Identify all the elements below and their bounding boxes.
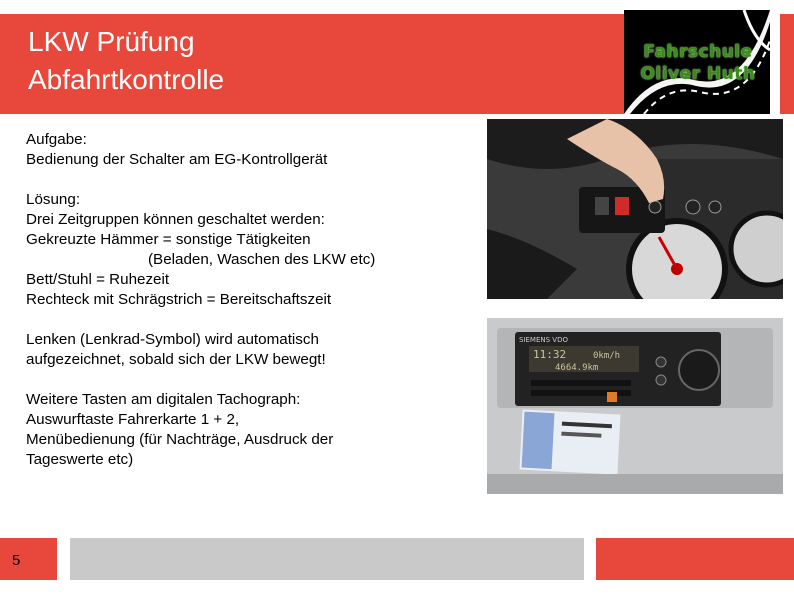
logo [624, 10, 770, 114]
tacho-speed: 0km/h [593, 351, 621, 361]
footer-accent-right [596, 538, 794, 580]
photo-digital-tachograph [487, 318, 783, 494]
solution-line: Rechteck mit Schrägstrich = Bereitschaftszeit [26, 291, 332, 308]
solution-line: (Beladen, Waschen des LKW etc) [148, 251, 376, 268]
logo-line1: Fahrschule [643, 42, 753, 62]
header-accent [780, 14, 794, 114]
solution-line: Drei Zeitgruppen können geschaltet werden: [26, 211, 325, 228]
task-text: Bedienung der Schalter am EG-Kontrollgerät [26, 151, 328, 168]
road-graphic [624, 10, 770, 114]
slide-title-line1: LKW Prüfung [28, 26, 195, 57]
slide-content [26, 130, 466, 470]
steering-line: Lenken (Lenkrad-Symbol) wird automatisch [26, 331, 319, 348]
digital-line: Weitere Tasten am digitalen Tachograph: [26, 391, 301, 408]
task-label: Aufgabe: [26, 131, 87, 148]
footer-bar [70, 538, 584, 580]
header-bar [0, 14, 624, 114]
slide-title-line2: Abfahrtkontrolle [28, 64, 225, 95]
solution-label: Lösung: [26, 191, 81, 208]
solution-line: Gekreuzte Hämmer = sonstige Tätigkeiten [26, 231, 311, 248]
steering-line: aufgezeichnet, sobald sich der LKW bewegt! [26, 351, 326, 368]
tacho-odometer: 4664.9km [555, 363, 599, 373]
digital-line: Auswurftaste Fahrerkarte 1 + 2, [26, 411, 240, 428]
solution-line: Bett/Stuhl = Ruhezeit [26, 271, 170, 288]
photo-analog-tachograph [487, 119, 783, 299]
digital-line: Tageswerte etc) [26, 451, 134, 468]
page-number: 5 [12, 552, 21, 569]
tacho-time: 11:32 [533, 348, 567, 361]
footer-accent-left [0, 538, 57, 580]
tacho-brand: SIEMENS VDO [519, 336, 568, 344]
digital-line: Menübedienung (für Nachträge, Ausdruck der [26, 431, 334, 448]
logo-line2: Oliver Huth [640, 64, 756, 84]
